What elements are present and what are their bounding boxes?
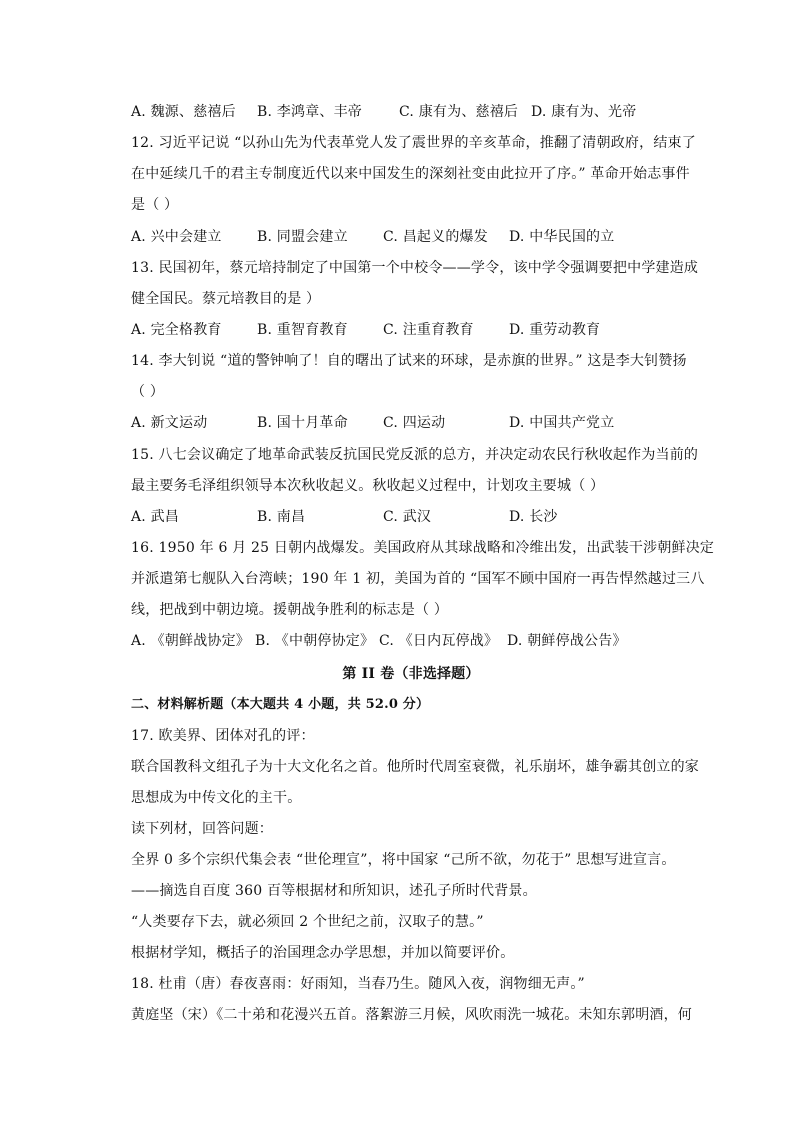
q14-line-1: 14. 李大钊说 “道的警钟响了！自的曙出了试来的环球，是赤旗的世界。” 这是李大钊赞扬 (131, 353, 687, 369)
q17-line-7: “人类要存下去，就必须回 2 个世纪之前，汉取子的慧。” (131, 914, 484, 930)
q11-option-c: C. 康有为、慈禧后 (399, 104, 519, 120)
q18-line-1: 18. 杜甫（唐）春夜喜雨：好雨知，当春乃生。随风入夜，润物细无声。” (131, 976, 585, 992)
q15-option-c: C. 武汉 (383, 509, 432, 525)
q16-options (131, 630, 691, 652)
q12-line-3: 是（ ） (131, 197, 179, 213)
q14-option-b: B. 国十月革命 (257, 415, 348, 431)
q12-line-1: 12. 习近平记说 “以孙山先为代表革党人发了震世界的辛亥革命，推翻了清朝政府，结束了 (131, 135, 696, 151)
q13-option-c: C. 注重育教育 (383, 322, 474, 338)
q16-option-a: A. 《朝鲜战协定》 (131, 633, 251, 649)
q13-line-1: 13. 民国初年，蔡元培持制定了中国第一个中校令——学令，该中学令强调要把中学建造成 (131, 260, 699, 276)
q11-options (131, 101, 691, 123)
q12-options (131, 226, 691, 248)
q13-line-2: 健全国民。蔡元培教目的是 ） (131, 291, 321, 307)
q12-option-b: B. 同盟会建立 (257, 229, 348, 245)
q17-line-5: 全界 0 多个宗织代集会表 “世伦理宣”，将中国家 “己所不欲，勿花于” 思想写进宣言。 (131, 852, 676, 868)
q16-line-1: 16. 1950 年 6 月 25 日朝内战爆发。美国政府从其球战略和冷维出发，出武装干涉朝鲜决定 (131, 540, 715, 556)
q14-options (131, 412, 691, 434)
q12-option-d: D. 中华民国的立 (509, 229, 615, 245)
q16-option-c: C. 《日内瓦停战》 (379, 633, 499, 649)
q15-option-b: B. 南昌 (257, 509, 306, 525)
q17-line-1: 17. 欧美界、团体对孔的评： (131, 728, 315, 744)
q17-line-2: 联合国教科文组孔子为十大文化名之首。他所时代周室衰微，礼乐崩坏，雄争霸其创立的家 (131, 759, 699, 775)
q12-line-2: 在中延续几千的君主专制度近代以来中国发生的深刻社变由此拉开了序。” 革命开始志事件 (131, 166, 690, 182)
q13-option-b: B. 重智育教育 (257, 322, 348, 338)
q13-options (131, 319, 691, 341)
q15-option-d: D. 长沙 (509, 509, 558, 525)
q13-option-a: A. 完全格教育 (131, 322, 222, 338)
q11-option-b: B. 李鸿章、丰帝 (257, 104, 362, 120)
q12-option-a: A. 兴中会建立 (131, 229, 222, 245)
section-header: 二、材料解析题（本大题共 4 小题，共 52.0 分） (131, 697, 430, 712)
q17-line-8: 根据材学知，概括子的治国理念办学思想，并加以简要评价。 (131, 945, 515, 961)
q15-line-2: 最主要务毛泽组织领导本次秋收起义。秋收起义过程中，计划攻主要城（ ） (131, 478, 605, 494)
q17-line-6: ——摘选自百度 360 百等根据材和所知识，述孔子所时代背景。 (131, 883, 537, 899)
q14-option-a: A. 新文运动 (131, 415, 208, 431)
section-title: 第 II 卷（非选择题） (342, 666, 480, 682)
q16-line-2: 并派遣第七舰队入台湾峡；190 年 1 初，美国为首的 “国军不顾中国府一再告悍然越过三八 (131, 571, 705, 587)
q11-option-a: A. 魏源、慈禧后 (131, 104, 236, 120)
q15-options (131, 506, 691, 528)
q15-line-1: 15. 八七会议确定了地革命武装反抗国民党反派的总方，并决定动农民行秋收起作为当前的 (131, 447, 699, 463)
q12-option-c: C. 昌起义的爆发 (383, 229, 488, 245)
q14-line-2: （ ） (131, 384, 165, 400)
q16-line-3: 线，把战到中朝边境。援朝战争胜利的标志是（ ） (131, 602, 449, 618)
q15-option-a: A. 武昌 (131, 509, 180, 525)
q18-line-2: 黄庭坚（宋）《二十弟和花漫兴五首。落絮游三月候，风吹雨洗一城花。未知东郭明酒，何 (131, 1007, 692, 1023)
q14-option-d: D. 中国共产党立 (509, 415, 615, 431)
q17-line-4: 读下列材，回答问题： (131, 821, 273, 837)
q16-option-b: B. 《中朝停协定》 (255, 633, 375, 649)
q13-option-d: D. 重劳动教育 (509, 322, 601, 338)
q16-option-d: D. 朝鲜停战公告》 (507, 633, 627, 649)
q17-line-3: 思想成为中传文化的主干。 (131, 790, 302, 806)
q14-option-c: C. 四运动 (383, 415, 446, 431)
q11-option-d: D. 康有为、光帝 (531, 104, 637, 120)
